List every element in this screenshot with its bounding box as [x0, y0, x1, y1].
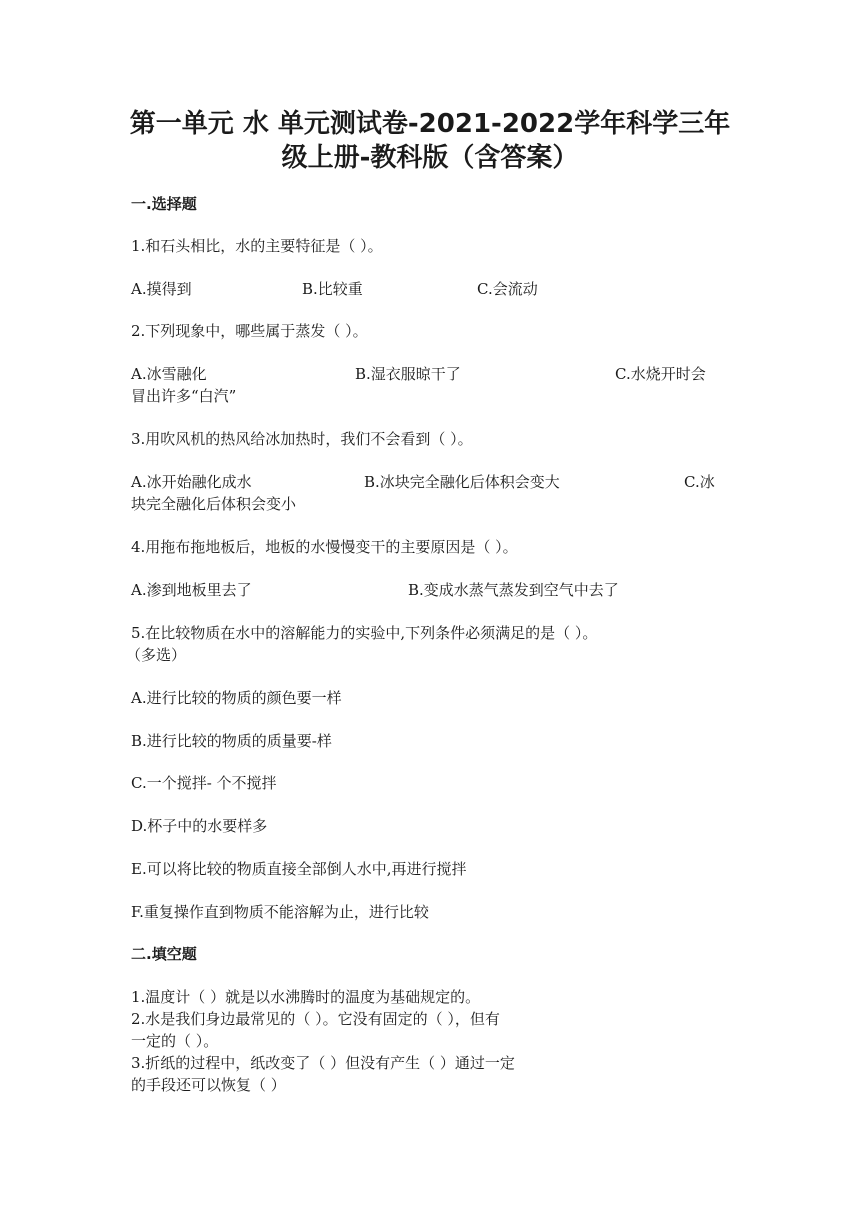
- document-title-line-1: 第一单元 水 单元测试卷-2021-2022学年科学三年: [129, 109, 731, 139]
- q2-option-a: A.冰雪融化: [131, 365, 207, 383]
- section-heading-choice: 一.选择题: [131, 195, 197, 213]
- q3-option-b: B.冰块完全融化后体积会变大: [364, 473, 560, 491]
- question-1: 1.和石头相比，水的主要特征是（ ）。: [131, 237, 383, 255]
- q1-option-c: C.会流动: [477, 280, 538, 298]
- q5-option-e: E.可以将比较的物质直接全部倒人水中,再进行搅拌: [131, 860, 467, 878]
- q3-option-c: C.冰: [684, 473, 715, 491]
- question-5-continued: （多选）: [126, 646, 187, 664]
- q2-option-c-continued: 冒出许多“白汽”: [131, 387, 237, 405]
- q4-option-a: A.渗到地板里去了: [131, 581, 252, 599]
- document-title-line-2: 级上册-教科版（含答案）: [281, 143, 579, 173]
- q4-option-b: B.变成水蒸气蒸发到空气中去了: [408, 581, 619, 599]
- fill-question-2-continued: 一定的（ ）。: [131, 1032, 219, 1050]
- q1-option-a: A.摸得到: [131, 280, 192, 298]
- q5-option-c: C.一个搅拌- 个不搅拌: [131, 774, 277, 792]
- fill-question-3: 3.折纸的过程中，纸改变了（ ）但没有产生（ ）通过一定: [131, 1054, 515, 1072]
- fill-question-1: 1.温度计（ ）就是以水沸腾时的温度为基础规定的。: [131, 988, 481, 1006]
- section-heading-fill-blank: 二.填空题: [131, 945, 197, 963]
- q3-option-a: A.冰开始融化成水: [131, 473, 252, 491]
- question-3: 3.用吹风机的热风给冰加热时，我们不会看到（ ）。: [131, 430, 473, 448]
- fill-question-2: 2.水是我们身边最常见的（ ）。它没有固定的（ ），但有: [131, 1010, 500, 1028]
- q5-option-d: D.杯子中的水要样多: [131, 817, 268, 835]
- q2-option-b: B.湿衣服晾干了: [355, 365, 461, 383]
- q3-option-c-continued: 块完全融化后体积会变小: [131, 495, 297, 513]
- q5-option-a: A.进行比较的物质的颜色要一样: [131, 689, 342, 707]
- q1-option-b: B.比较重: [302, 280, 363, 298]
- q5-option-f: F.重复操作直到物质不能溶解为止，进行比较: [131, 903, 429, 921]
- question-5: 5.在比较物质在水中的溶解能力的实验中,下列条件必须满足的是（ ）。: [131, 624, 598, 642]
- question-4: 4.用拖布拖地板后，地板的水慢慢变干的主要原因是（ ）。: [131, 538, 518, 556]
- q5-option-b: B.进行比较的物质的质量要-样: [131, 732, 332, 750]
- question-2: 2.下列现象中，哪些属于蒸发（ ）。: [131, 322, 368, 340]
- q2-option-c: C.水烧开时会: [615, 365, 706, 383]
- fill-question-3-continued: 的手段还可以恢复（ ）: [131, 1076, 286, 1094]
